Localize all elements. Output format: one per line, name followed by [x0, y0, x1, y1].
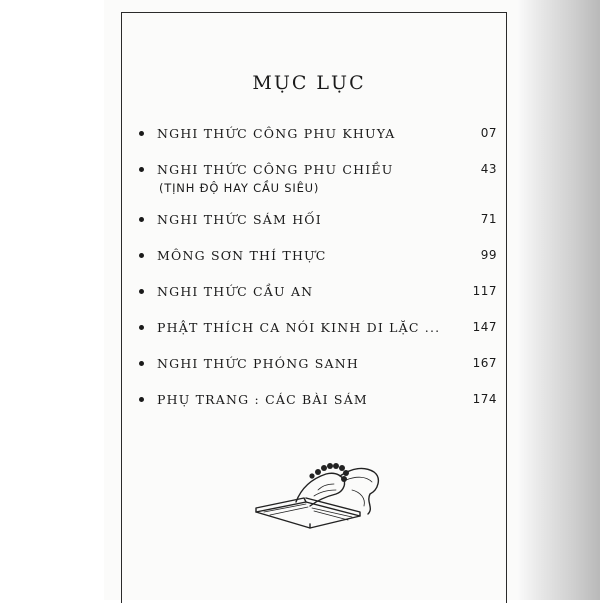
toc-entry-page: 117	[472, 284, 497, 298]
toc-entry-title: NGHI THỨC PHÓNG SANH	[157, 356, 359, 371]
bullet-icon	[139, 289, 144, 294]
toc-entry	[139, 392, 497, 428]
toc-entry-title: PHẬT THÍCH CA NÓI KINH DI LẶC ...	[157, 320, 441, 335]
toc-entry	[139, 212, 497, 248]
toc-entry-title: PHỤ TRANG : CÁC BÀI SÁM	[157, 392, 368, 407]
toc-entry	[139, 248, 497, 284]
toc-entry-title: NGHI THỨC CÔNG PHU CHIỀU	[157, 162, 394, 177]
toc-entry	[139, 162, 497, 212]
toc-entry-page: 71	[480, 212, 497, 226]
bullet-icon	[139, 167, 144, 172]
toc-entry-page: 174	[472, 392, 497, 406]
bullet-icon	[139, 217, 144, 222]
open-book-with-prayer-beads-icon	[248, 450, 388, 530]
toc-entry-subtitle: (TỊNH ĐỘ HAY CẦU SIÊU)	[159, 181, 320, 195]
toc-entry-title: MÔNG SƠN THÍ THỰC	[157, 248, 327, 263]
bullet-icon	[139, 325, 144, 330]
table-of-contents	[139, 126, 497, 428]
bullet-icon	[139, 253, 144, 258]
toc-entry	[139, 126, 497, 162]
toc-entry-title: NGHI THỨC CẦU AN	[157, 284, 314, 299]
toc-entry	[139, 320, 497, 356]
toc-entry-page: 99	[480, 248, 497, 262]
toc-entry-title: NGHI THỨC CÔNG PHU KHUYA	[157, 126, 396, 141]
bullet-icon	[139, 361, 144, 366]
toc-entry	[139, 284, 497, 320]
bullet-icon	[139, 397, 144, 402]
bullet-icon	[139, 131, 144, 136]
page-title: MỤC LỤC	[252, 72, 366, 94]
toc-entry	[139, 356, 497, 392]
toc-entry-title: NGHI THỨC SÁM HỐI	[157, 212, 322, 227]
toc-entry-page: 147	[472, 320, 497, 334]
toc-entry-page: 167	[472, 356, 497, 370]
toc-entry-page: 07	[480, 126, 497, 140]
toc-entry-page: 43	[480, 162, 497, 176]
